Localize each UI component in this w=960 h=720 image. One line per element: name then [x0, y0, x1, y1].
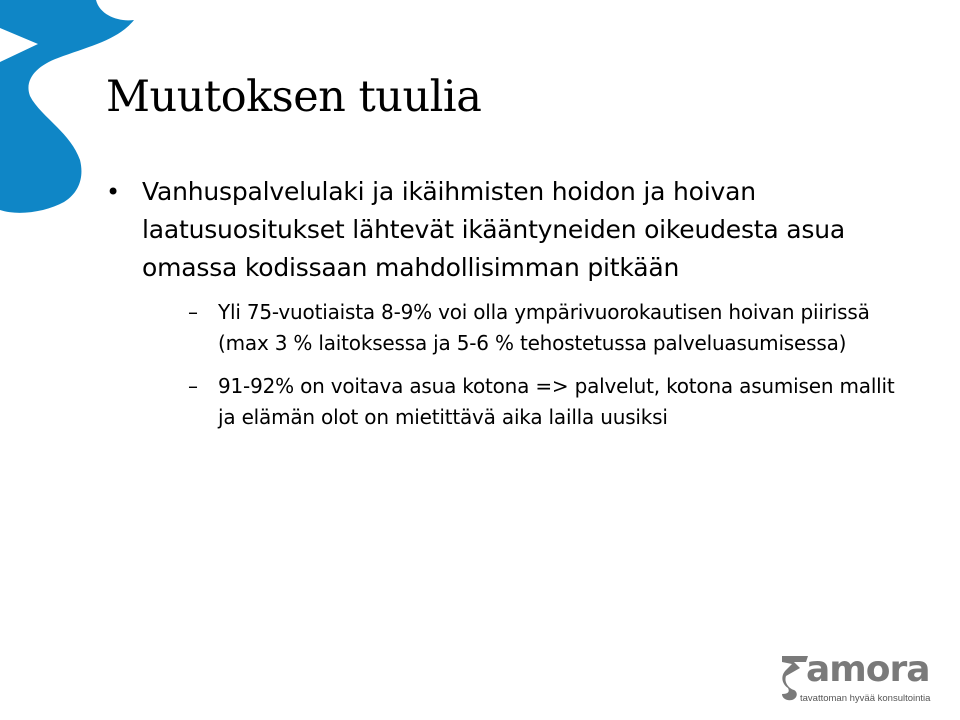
sub-bullet-text: Yli 75-vuotiaista 8-9% voi olla ympärivuorokautisen hoivan piirissä (max 3 % laitoksessa ja 5-6 % tehostetussa palveluasumisessa) [218, 300, 870, 355]
logo-wordmark: amora [806, 649, 930, 690]
sub-bullet-item [142, 297, 906, 359]
samora-logo [780, 649, 931, 708]
logo-tagline: tavattoman hyvää konsultointia [800, 693, 931, 704]
bullet-item [106, 173, 906, 433]
bullet-text: Vanhuspalvelulaki ja ikäihmisten hoidon ja hoivan laatusuositukset lähtevät ikääntyneiden oikeudesta asua omassa kodissaan mahdollisimman pitkään [142, 177, 845, 282]
sub-bullet-list [142, 297, 906, 433]
sub-bullet-item [142, 371, 906, 433]
sub-bullet-marker: – [188, 374, 198, 398]
slide-content [106, 173, 906, 445]
sub-bullet-text: 91-92% on voitava asua kotona => palvelut, kotona asumisen mallit ja elämän olot on mietittävä aika lailla uusiksi [218, 374, 895, 429]
bullet-marker: • [106, 178, 121, 206]
slide-title: Muutoksen tuulia [106, 72, 482, 122]
sub-bullet-marker: – [188, 300, 198, 324]
